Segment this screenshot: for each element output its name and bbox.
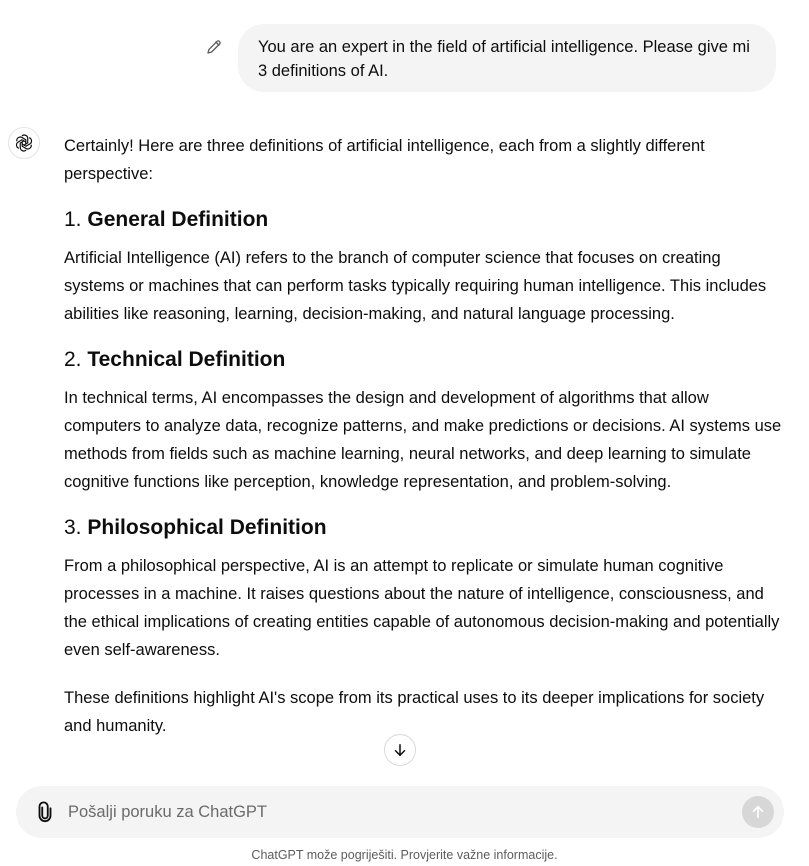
section-body-general: Artificial Intelligence (AI) refers to the branch of computer science that focuses on creating systems or machines that can perform tasks typically requiring human intelligence. This includes abilities like reasoning, learning, decision-making, and natural language processing. <box>64 249 767 323</box>
section-heading-general <box>64 206 784 234</box>
attach-file-button[interactable] <box>32 799 58 825</box>
section-heading-technical <box>64 346 784 374</box>
user-message-bubble: You are an expert in the field of artificial intelligence. Please give mi 3 definitions of AI. <box>238 24 776 92</box>
section-title: Technical Definition <box>87 348 286 371</box>
arrow-down-icon <box>391 741 409 759</box>
arrow-up-icon <box>749 803 767 821</box>
section-number: 2. <box>64 348 82 371</box>
pencil-icon <box>205 38 223 56</box>
openai-logo-icon <box>14 133 34 153</box>
disclaimer-text: ChatGPT može pogriješiti. Provjerite važne informacije. <box>251 848 558 862</box>
message-input[interactable] <box>68 796 708 828</box>
user-message-row <box>0 24 809 92</box>
send-button[interactable] <box>742 796 774 828</box>
assistant-message <box>64 132 784 740</box>
section-title: Philosophical Definition <box>87 516 327 539</box>
assistant-intro: Certainly! Here are three definitions of artificial intelligence, each from a slightly different perspective: <box>64 137 705 183</box>
section-number: 1. <box>64 208 82 231</box>
assistant-conclusion: These definitions highlight AI's scope from its practical uses to its deeper implications for society and humanity. <box>64 689 765 735</box>
section-number: 3. <box>64 516 82 539</box>
assistant-avatar <box>8 127 40 159</box>
section-heading-philosophical <box>64 514 784 542</box>
section-body-philosophical: From a philosophical perspective, AI is an attempt to replicate or simulate human cognitive processes in a machine. It raises questions about the nature of intelligence, consciousness, and the ethical implications of creating entities capable of autonomous decision-making and potentially even self-awareness. <box>64 557 780 659</box>
section-title: General Definition <box>87 208 269 231</box>
paperclip-icon <box>34 801 56 823</box>
scroll-to-bottom-button[interactable] <box>384 734 416 766</box>
edit-message-button[interactable] <box>203 36 225 58</box>
message-composer <box>16 786 784 838</box>
section-body-technical: In technical terms, AI encompasses the design and development of algorithms that allow computers to analyze data, recognize patterns, and make predictions or decisions. AI systems use methods from fields such as machine learning, neural networks, and deep learning to simulate cognitive functions like perception, knowledge representation, and problem-solving. <box>64 389 782 491</box>
